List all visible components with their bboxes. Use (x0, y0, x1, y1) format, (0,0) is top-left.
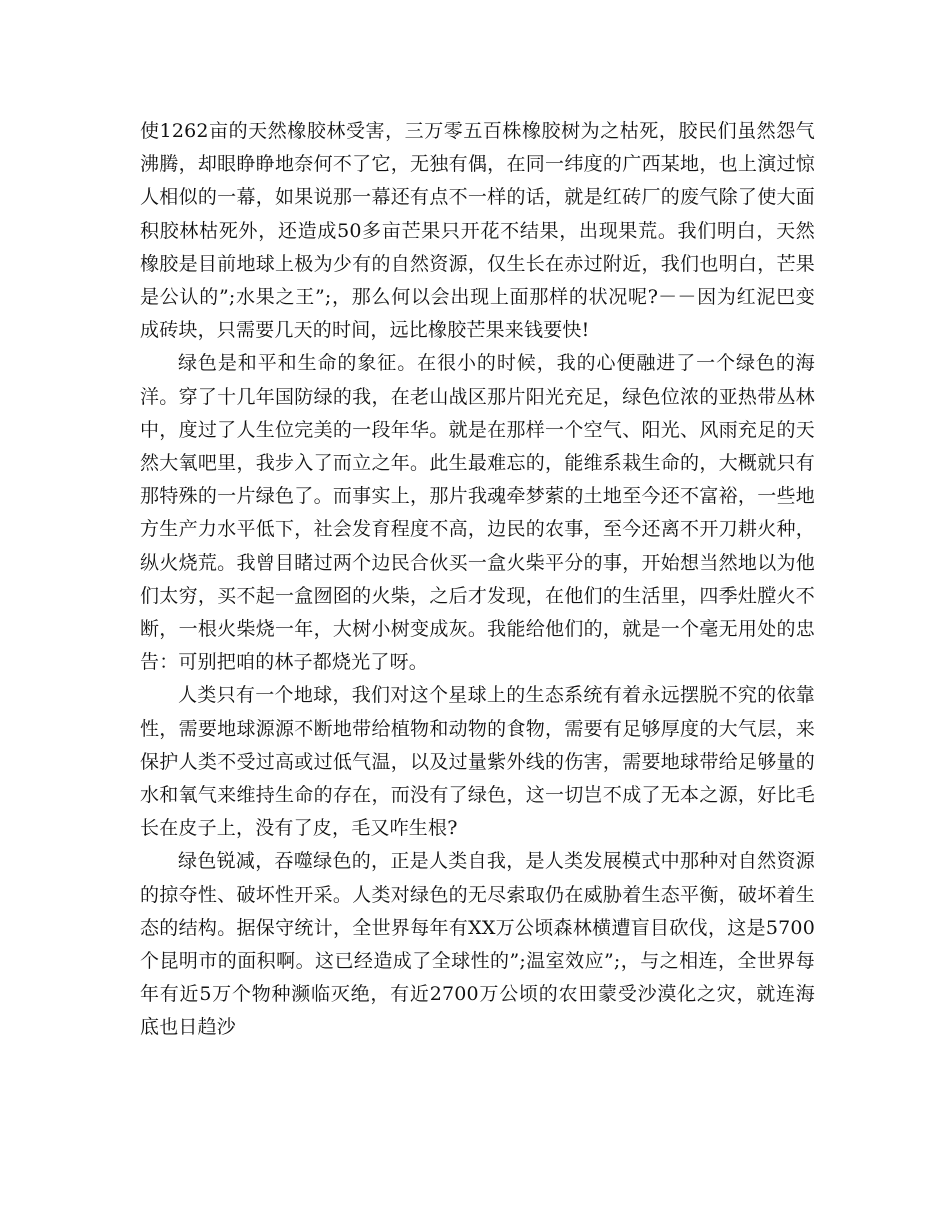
paragraph-3: 人类只有一个地球，我们对这个星球上的生态系统有着永远摆脱不究的依靠性，需要地球源源不断地带给植物和动物的食物，需要有足够厚度的大气层，来保护人类不受过高或过低气温，以及过量紫外线的伤害，需要地球带给足够量的水和氧气来维持生命的存在，而没有了绿色，这一切岂不成了无本之源，好比毛长在皮子上，没有了皮，毛又咋生根? (140, 684, 815, 840)
paragraph-1: 使1262亩的天然橡胶林受害，三万零五百株橡胶树为之枯死，胶民们虽然怨气沸腾，却眼睁睁地奈何不了它，无独有偶，在同一纬度的广西某地，也上演过惊人相似的一幕，如果说那一幕还有点不一样的话，就是红砖厂的废气除了使大面积胶林枯死外，还造成50多亩芒果只开花不结果，出现果荒。我们明白，天然橡胶是目前地球上极为少有的自然资源，仅生长在赤过附近，我们也明白，芒果是公认的”;水果之王”;，那么何以会出现上面那样的状况呢?－－因为红泥巴变成砖块，只需要几天的时间，远比橡胶芒果来钱要快! (140, 120, 815, 342)
paragraph-4: 绿色锐减，吞噬绿色的，正是人类自我，是人类发展模式中那种对自然资源的掠夺性、破坏性开采。人类对绿色的无尽索取仍在威胁着生态平衡，破坏着生态的结构。据保守统计，全世界每年有XX万公顷森林横遭盲目砍伐，这是5700个昆明市的面积啊。这已经造成了全球性的”;温室效应”;，与之相连，全世界每年有近5万个物种濒临灭绝，有近2700万公顷的农田蒙受沙漠化之灾，就连海底也日趋沙 (140, 850, 815, 1039)
paragraph-2: 绿色是和平和生命的象征。在很小的时候，我的心便融进了一个绿色的海洋。穿了十几年国防绿的我，在老山战区那片阳光充足，绿色位浓的亚热带丛林中，度过了人生位完美的一段年华。就是在那样一个空气、阳光、风雨充足的天然大氧吧里，我步入了而立之年。此生最难忘的，能维系栽生命的，大概就只有那特殊的一片绿色了。而事实上，那片我魂牵梦萦的土地至今还不富裕，一些地方生产力水平低下，社会发育程度不高，边民的农事，至今还离不开刀耕火种，纵火烧荒。我曾目睹过两个边民合伙买一盒火柴平分的事，开始想当然地以为他们太穷，买不起一盒囫囵的火柴，之后才发现，在他们的生活里，四季灶膛火不断，一根火柴烧一年，大树小树变成灰。我能给他们的，就是一个毫无用处的忠告：可别把咱的林子都烧光了呀。 (140, 352, 815, 674)
document-body (140, 115, 815, 1045)
